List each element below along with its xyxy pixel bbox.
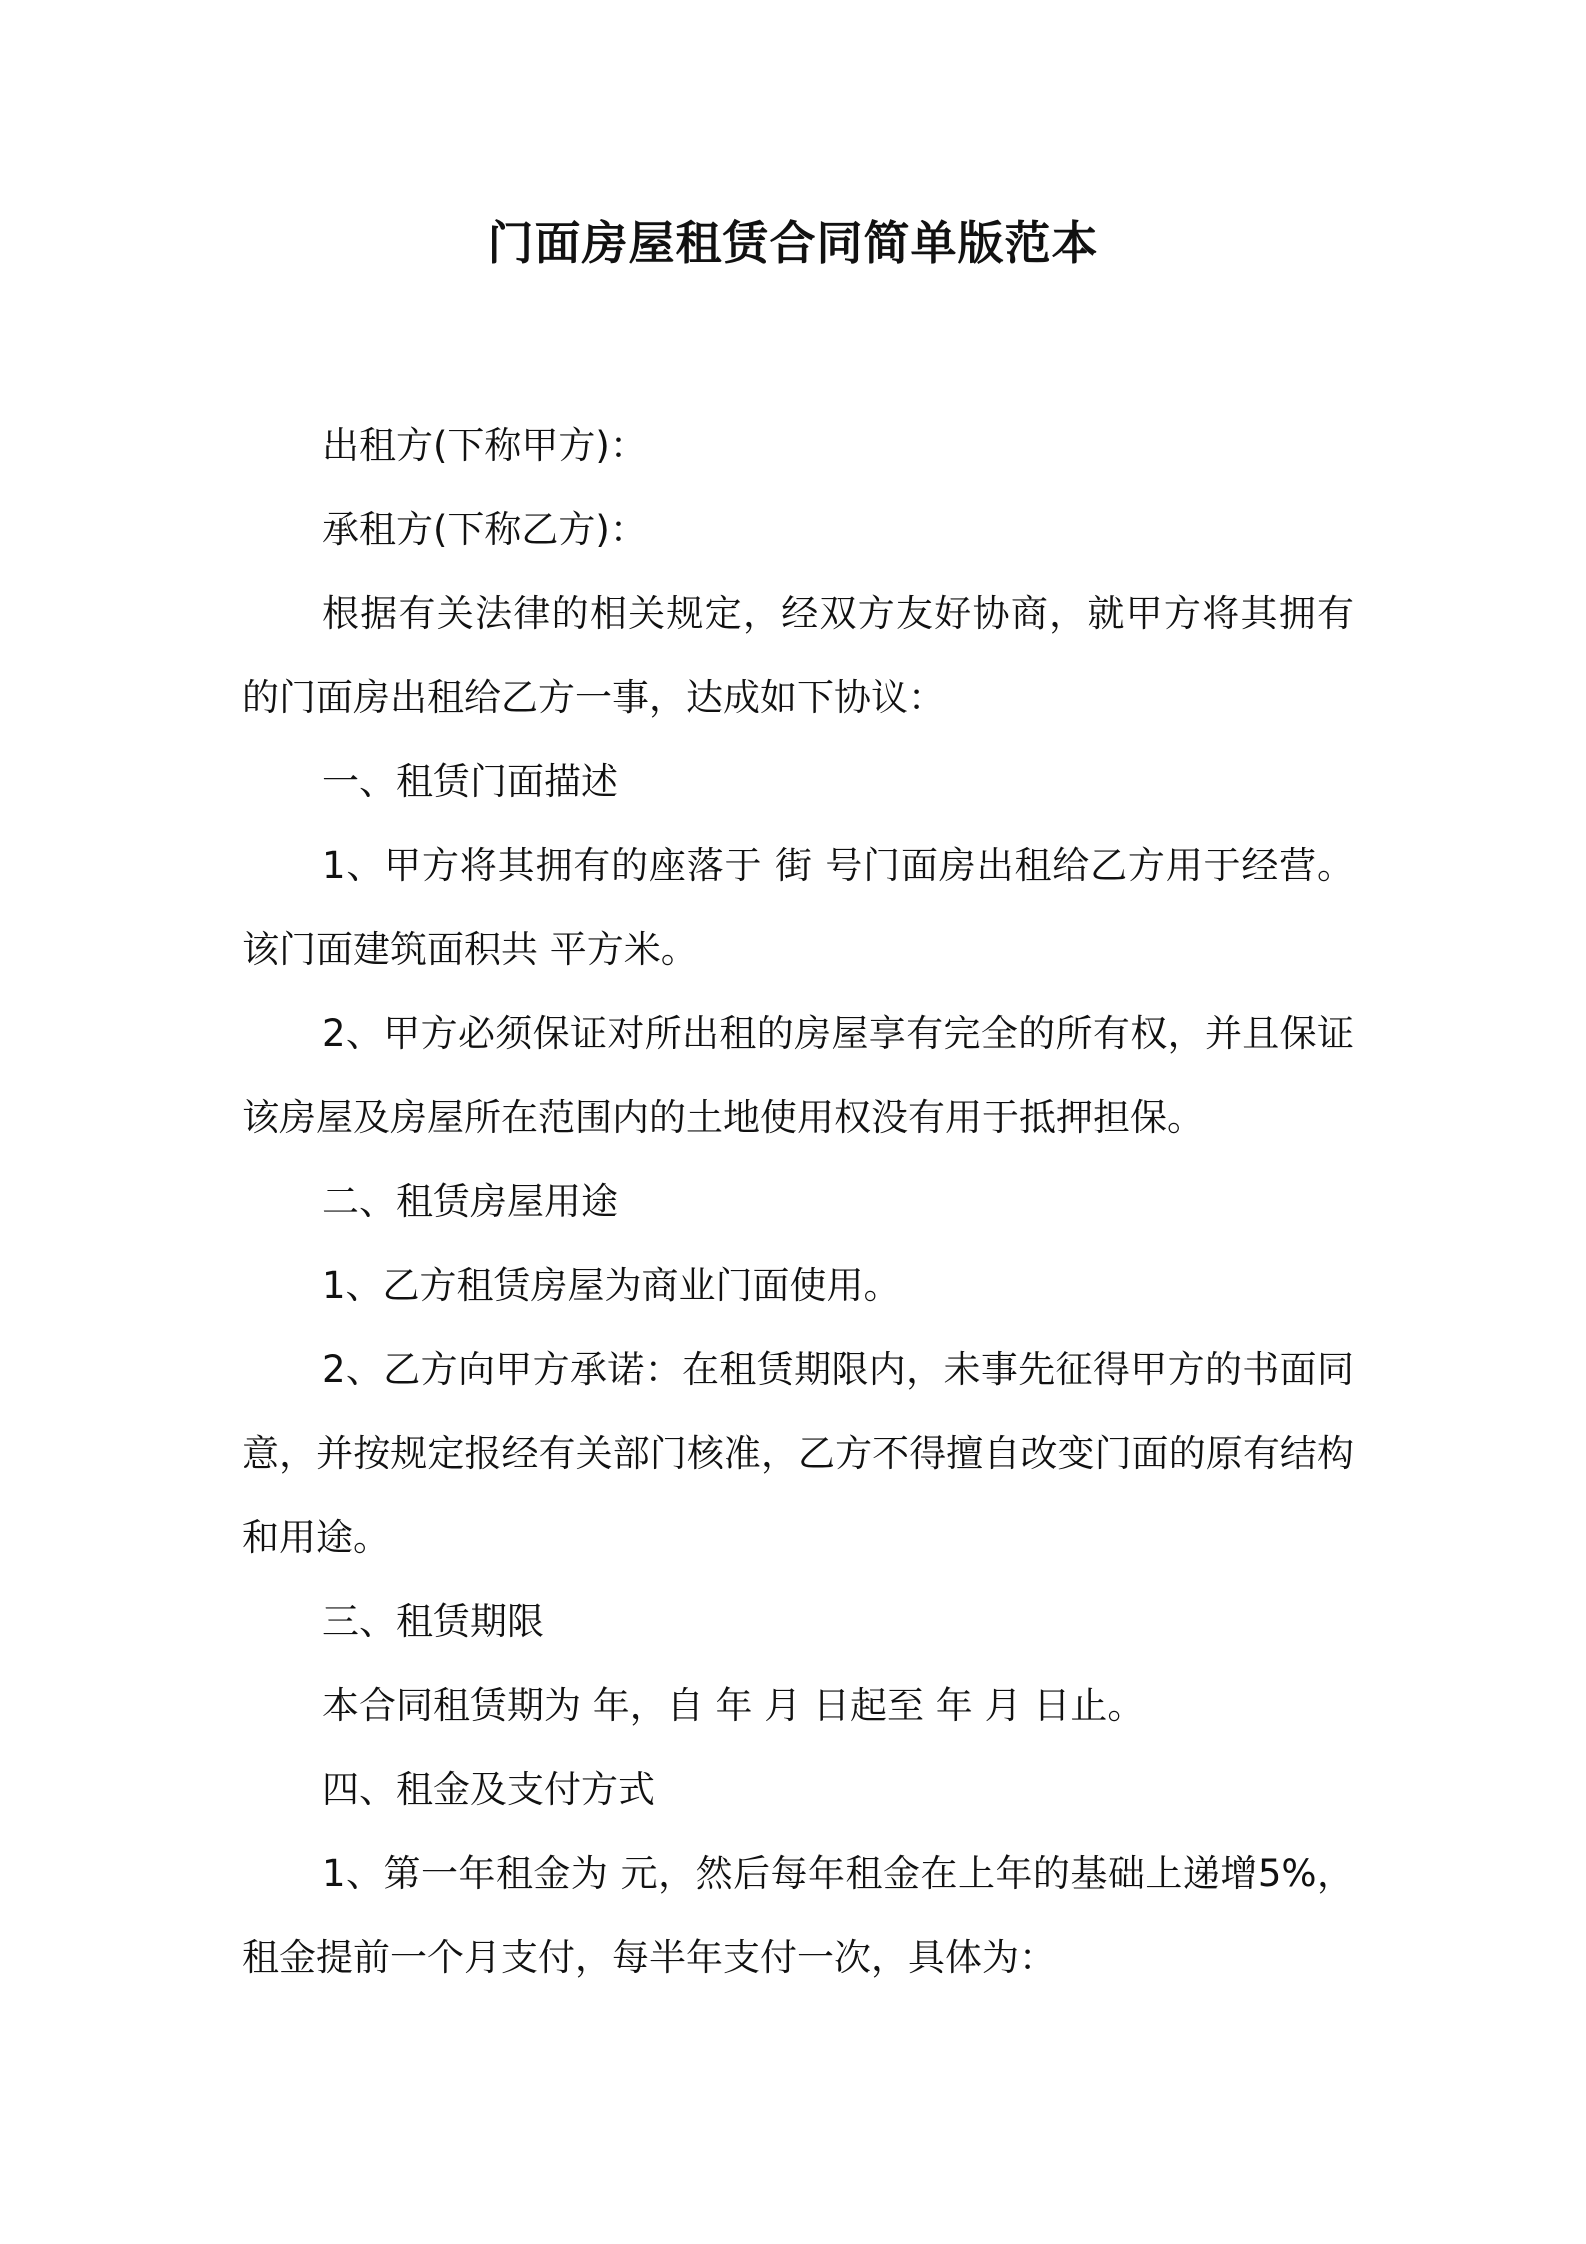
document-title: 门面房屋租赁合同简单版范本: [487, 216, 1099, 270]
clause-2-2: 2、乙方向甲方承诺：在租赁期限内，未事先征得甲方的书面同意，并按规定报经有关部门核准，乙方不得擅自改变门面的原有结构和用途。: [242, 1348, 1354, 1559]
clause-1-2: 2、甲方必须保证对所出租的房屋享有完全的所有权，并且保证该房屋及房屋所在范围内的土地使用权没有用于抵押担保。: [242, 1012, 1354, 1139]
section-heading-3: 三、租赁期限: [322, 1600, 544, 1643]
section-heading-1: 一、租赁门面描述: [322, 760, 618, 803]
clause-1-1: 1、甲方将其拥有的座落于 街 号门面房出租给乙方用于经营。该门面建筑面积共 平方米。: [242, 844, 1354, 971]
preamble-paragraph: 根据有关法律的相关规定，经双方友好协商，就甲方将其拥有的门面房出租给乙方一事，达成如下协议：: [242, 592, 1354, 719]
document-body: [242, 404, 1354, 2000]
clause-4-1: 1、第一年租金为 元，然后每年租金在上年的基础上递增5%，租金提前一个月支付，每半年支付一次，具体为：: [242, 1852, 1354, 1979]
lessor-line: 出租方(下称甲方)：: [322, 424, 647, 467]
section-heading-4: 四、租金及支付方式: [322, 1768, 655, 1811]
lessee-line: 承租方(下称乙方)：: [322, 508, 647, 551]
section-heading-2: 二、租赁房屋用途: [322, 1180, 618, 1223]
clause-2-1: 1、乙方租赁房屋为商业门面使用。: [322, 1264, 901, 1307]
lease-term-paragraph: 本合同租赁期为 年，自 年 月 日起至 年 月 日止。: [322, 1684, 1145, 1727]
